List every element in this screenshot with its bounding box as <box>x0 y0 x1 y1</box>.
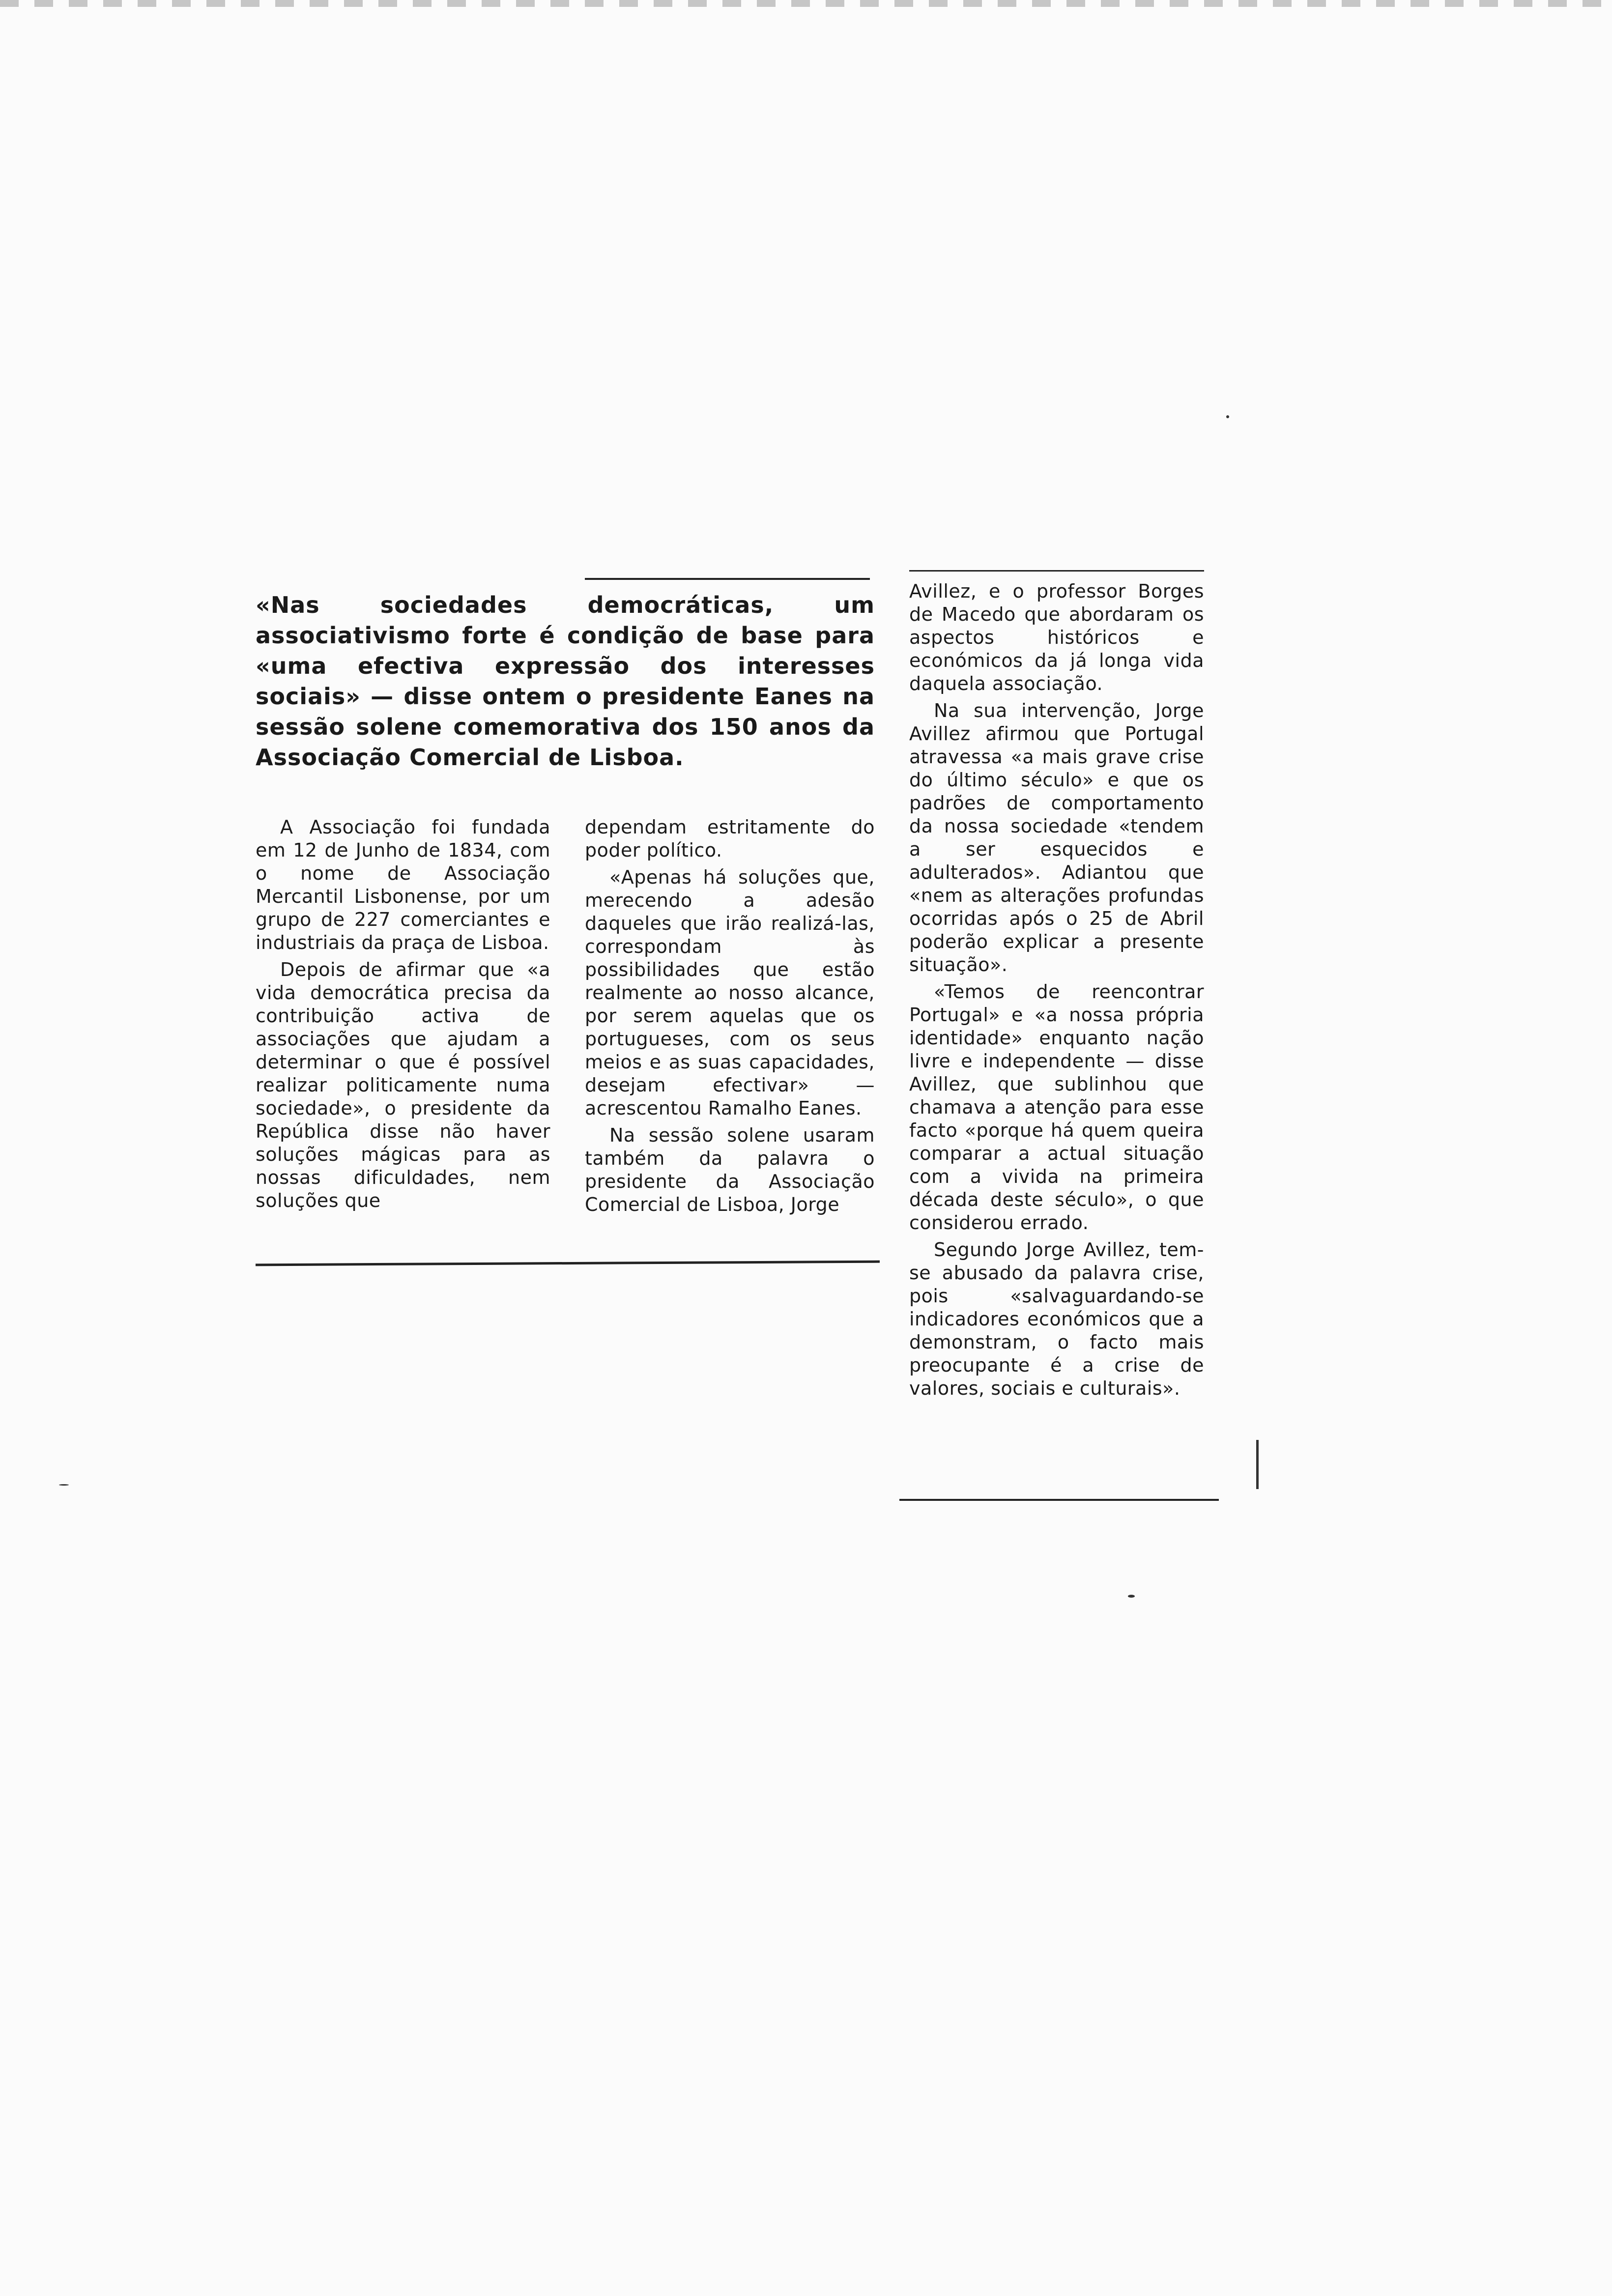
paragraph: «Apenas há soluções que, merecendo a adesão daqueles que irão realizá-las, correspondam às possibilidades que estão realmente ao nosso alcance, por serem aquelas que os portugueses, com os seus meios e as suas capacidades, desejam efectivar» — acrescentou Ramalho Eanes. <box>585 866 875 1119</box>
scan-speck <box>59 1484 69 1486</box>
headline: «Nas sociedades democráticas, um associativismo forte é condição de base para «uma efectiva expressão dos interesses sociais» — disse ontem o presidente Eanes na sessão solene comemorativa dos 150 anos da Associação Comercial de Lisboa. <box>256 592 875 771</box>
scan-edge-artifact <box>0 0 1612 7</box>
paragraph: dependam estritamente do poder político. <box>585 816 875 861</box>
margin-bracket <box>1256 1440 1259 1489</box>
paragraph: Segundo Jorge Avillez, tem-se abusado da palavra crise, pois «salvaguardando-se indicadores económicos que a demonstram, o facto mais preocupante é a crise de valores, sociais e culturais». <box>909 1239 1204 1399</box>
paragraph: Avillez, e o professor Borges de Macedo que abordaram os aspectos históricos e económicos da já longa vida daquela associação. <box>909 580 1204 694</box>
paragraph: Na sua intervenção, Jorge Avillez afirmou que Portugal atravessa «a mais grave crise do último século» e que os padrões de comportamento da nossa sociedade «tendem a ser esquecidos e adulterados». Adiantou que «nem as alterações profundas ocorridas após o 25 de Abril poderão explicar a presente situação». <box>909 700 1204 976</box>
paragraph: Depois de afirmar que «a vida democrática precisa da contribuição activa de associações que ajudam a determinar o que é possível realizar politicamente numa sociedade», o presidente da República disse não haver soluções mágicas para as nossas dificuldades, nem soluções que <box>256 959 550 1211</box>
scan-speck <box>1226 415 1229 418</box>
article-column-3 <box>909 580 1204 1404</box>
paragraph: «Temos de reencontrar Portugal» e «a nossa própria identidade» enquanto nação livre e independente — disse Avillez, que sublinhou que chamava a atenção para esse facto «porque há quem queira comparar a actual situação com a vivida na primeira década deste século», o que considerou errado. <box>909 981 1204 1234</box>
paragraph: A Associação foi fundada em 12 de Junho de 1834, com o nome de Associação Mercantil Lisbonense, por um grupo de 227 comerciantes e industriais da praça de Lisboa. <box>256 816 550 953</box>
paragraph: Na sessão solene usaram também da palavra o presidente da Associação Comercial de Lisboa, Jorge <box>585 1124 875 1215</box>
bottom-rule-right <box>899 1499 1219 1501</box>
top-rule <box>585 578 870 580</box>
article-column-2 <box>585 816 875 1220</box>
bottom-rule <box>256 1261 880 1266</box>
article-column-1 <box>256 816 550 1216</box>
top-rule-right <box>909 570 1204 572</box>
scan-speck <box>1128 1595 1135 1598</box>
